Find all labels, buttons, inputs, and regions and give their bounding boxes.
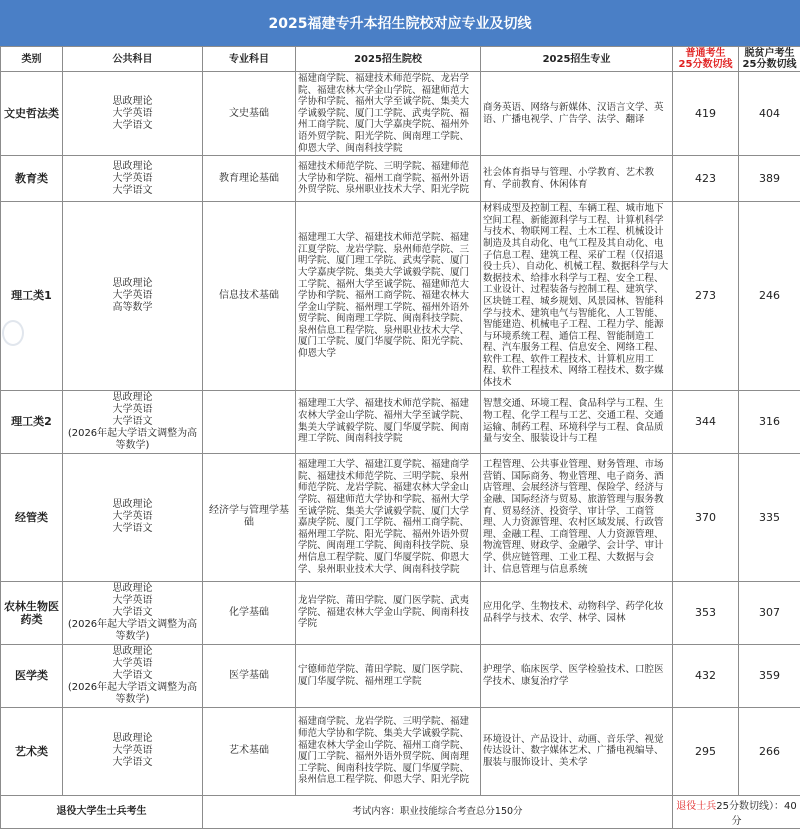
cut-poverty-cell: 404 bbox=[739, 72, 800, 156]
cut-regular-cell: 273 bbox=[673, 202, 739, 391]
cut-poverty-cell: 389 bbox=[739, 156, 800, 202]
header-cut-regular-line2: 25分数切线 bbox=[679, 59, 733, 70]
majors-cell: 护理学、临床医学、医学检验技术、口腔医学技术、康复治疗学 bbox=[481, 644, 673, 707]
public-subjects-cell: 思政理论 大学英语 大学语文 (2026年起大学语文调整为高等数学) bbox=[63, 581, 203, 644]
public-subjects-cell: 思政理论 大学英语 大学语文 bbox=[63, 156, 203, 202]
public-subjects-cell: 思政理论 大学英语 大学语文 (2026年起大学语文调整为高等数学) bbox=[63, 644, 203, 707]
footer-exam-content: 考试内容：职业技能综合考查总分150分 bbox=[203, 795, 673, 828]
major-subject-cell: 艺术基础 bbox=[203, 707, 296, 795]
header-cut-poverty bbox=[739, 47, 800, 72]
majors-cell: 应用化学、生物技术、动物科学、药学化妆品科学与技术、农学、林学、园林 bbox=[481, 581, 673, 644]
schools-cell: 福建理工大学、福建技术师范学院、福建江夏学院、龙岩学院、泉州师范学院、三明学院、厦门理工学院、武夷学院、厦门大学嘉庚学院、集美大学诚毅学院、厦门工学院、福州大学至诚学院、福建师范大学协和学院、福州工商学院、福建农林大学金山学院、福州理工学院、福州外语外贸学院、闽南理工学院、闽南科技学院、泉州信息工程学院、泉州职业技术大学、厦门工学院、厦门华厦学院、阳光学院、仰恩大学 bbox=[296, 202, 481, 391]
header-cut-regular-line1: 普通考生 bbox=[686, 48, 726, 59]
cut-poverty-cell: 335 bbox=[739, 453, 800, 581]
schools-cell: 福建理工大学、福建技术师范学院、福建农林大学金山学院、福州大学至诚学院、集美大学诚毅学院、厦门华厦学院、闽南理工学院、闽南科技学院 bbox=[296, 390, 481, 453]
table-row bbox=[1, 202, 800, 391]
header-schools: 2025招生院校 bbox=[296, 47, 481, 72]
major-subject-cell: 经济学与管理学基础 bbox=[203, 453, 296, 581]
major-subject-cell: 医学基础 bbox=[203, 644, 296, 707]
category-cell: 理工类1 bbox=[1, 202, 63, 391]
category-cell: 经管类 bbox=[1, 453, 63, 581]
veteran-cut-suffix: ）：40分 bbox=[732, 801, 797, 827]
category-cell: 文史哲法类 bbox=[1, 72, 63, 156]
table-row bbox=[1, 707, 800, 795]
table-row bbox=[1, 644, 800, 707]
majors-cell: 商务英语、网络与新媒体、汉语言文学、英语、广播电视学、广告学、法学、翻译 bbox=[481, 72, 673, 156]
cut-regular-cell: 353 bbox=[673, 581, 739, 644]
cut-regular-cell: 432 bbox=[673, 644, 739, 707]
footer-veteran-cut bbox=[673, 795, 800, 828]
table-row bbox=[1, 390, 800, 453]
veteran-cut-prefix: 退役士兵 bbox=[676, 801, 716, 812]
table-row bbox=[1, 156, 800, 202]
category-cell: 艺术类 bbox=[1, 707, 63, 795]
table-row bbox=[1, 453, 800, 581]
major-subject-cell: 信息技术基础 bbox=[203, 202, 296, 391]
header-category: 类别 bbox=[1, 47, 63, 72]
cut-regular-cell: 423 bbox=[673, 156, 739, 202]
public-subjects-cell: 思政理论 大学英语 大学语文 (2026年起大学语文调整为高等数学) bbox=[63, 390, 203, 453]
cut-poverty-cell: 316 bbox=[739, 390, 800, 453]
admissions-table bbox=[0, 46, 800, 829]
major-subject-cell bbox=[203, 390, 296, 453]
header-majors: 2025招生专业 bbox=[481, 47, 673, 72]
majors-cell: 社会体育指导与管理、小学教育、艺术教育、学前教育、休闲体育 bbox=[481, 156, 673, 202]
cut-regular-cell: 419 bbox=[673, 72, 739, 156]
page-title: 2025福建专升本招生院校对应专业及切线 bbox=[0, 0, 800, 46]
schools-cell: 福建技术师范学院、三明学院、福建师范大学协和学院、福州工商学院、福州外语外贸学院、泉州职业技术大学、阳光学院 bbox=[296, 156, 481, 202]
schools-cell: 福建商学院、龙岩学院、三明学院、福建师范大学协和学院、集美大学诚毅学院、福建农林大学金山学院、福州工商学院、厦门工学院、福州外语外贸学院、闽南理工学院、闽南科技学院、厦门华厦学院、泉州信息工程学院、仰恩大学、阳光学院 bbox=[296, 707, 481, 795]
cut-regular-cell: 344 bbox=[673, 390, 739, 453]
schools-cell: 福建商学院、福建技术师范学院、龙岩学院、福建农林大学金山学院、福建师范大学协和学院、福州大学至诚学院、集美大学诚毅学院、厦门工学院、武夷学院、福州工商学院、厦门大学嘉庚学院、福州外语外贸学院、阳光学院、闽南理工学院、仰恩大学、闽南科技学院 bbox=[296, 72, 481, 156]
cut-poverty-cell: 307 bbox=[739, 581, 800, 644]
footer-label: 退役大学生士兵考生 bbox=[1, 795, 203, 828]
public-subjects-cell: 思政理论 大学英语 大学语文 bbox=[63, 453, 203, 581]
header-major-subject: 专业科目 bbox=[203, 47, 296, 72]
majors-cell: 材料成型及控制工程、车辆工程、城市地下空间工程、新能源科学与工程、计算机科学与技术、物联网工程、土木工程、机械设计制造及其自动化、电气工程及其自动化、电子信息工程、建筑工程、采矿工程（仅招退役士兵）、自动化、机械工程、数据科学与大数据技术、给排水科学与工程、安全工程、工业设计、过程装备与控制工程、建筑学、区块链工程、城乡规划、风景园林、智能科学与技术、建筑电气与智能化、人工智能、智能建造、机械电子工程、工程力学、能源与环境系统工程、通信工程、智能制造工程、汽车服务工程、信息安全、网络工程、软件工程、软件工程技术、计算机应用工程、软件工程技术、网络工程技术、数字媒体技术 bbox=[481, 202, 673, 391]
cut-regular-cell: 295 bbox=[673, 707, 739, 795]
table-row bbox=[1, 581, 800, 644]
schools-cell: 宁德师范学院、莆田学院、厦门医学院、厦门华厦学院、福州理工学院 bbox=[296, 644, 481, 707]
schools-cell: 龙岩学院、莆田学院、厦门医学院、武夷学院、福建农林大学金山学院、闽南科技学院 bbox=[296, 581, 481, 644]
header-cut-poverty-line2: 25分数切线 bbox=[743, 59, 797, 70]
header-cut-regular bbox=[673, 47, 739, 72]
cut-regular-cell: 370 bbox=[673, 453, 739, 581]
majors-cell: 工程管理、公共事业管理、财务管理、市场营销、国际商务、物业管理、电子商务、酒店管理、会展经济与管理、保险学、经济与金融、国际经济与贸易、旅游管理与服务教育、贸易经济、投资学、审计学、工商管理、人力资源管理、农村区域发展、行政管理、金融工程、工商管理、人力资源管理、物流管理、财政学、金融学、会计学、审计学、供应链管理、工业工程、大数据与会计、信息管理与信息系统 bbox=[481, 453, 673, 581]
veteran-cut-highlight: 25分数切线 bbox=[716, 801, 769, 812]
footer-row bbox=[1, 795, 800, 828]
major-subject-cell: 教育理论基础 bbox=[203, 156, 296, 202]
majors-cell: 智慧交通、环境工程、食品科学与工程、生物工程、化学工程与工艺、交通工程、交通运输、制药工程、环境科学与工程、食品质量与安全、服装设计与工程 bbox=[481, 390, 673, 453]
watermark-logo bbox=[2, 320, 24, 346]
major-subject-cell: 文史基础 bbox=[203, 72, 296, 156]
category-cell: 理工类2 bbox=[1, 390, 63, 453]
category-cell: 农林生物医药类 bbox=[1, 581, 63, 644]
cut-poverty-cell: 359 bbox=[739, 644, 800, 707]
category-cell: 医学类 bbox=[1, 644, 63, 707]
public-subjects-cell: 思政理论 大学英语 大学语文 bbox=[63, 707, 203, 795]
category-cell: 教育类 bbox=[1, 156, 63, 202]
cut-poverty-cell: 266 bbox=[739, 707, 800, 795]
major-subject-cell: 化学基础 bbox=[203, 581, 296, 644]
schools-cell: 福建理工大学、福建江夏学院、福建商学院、福建技术师范学院、三明学院、泉州师范学院、龙岩学院、福建农林大学金山学院、福建师范大学协和学院、福州大学至诚学院、集美大学诚毅学院、厦门大学嘉庚学院、厦门工学院、福州工商学院、福州理工学院、阳光学院、福州外语外贸学院、闽南理工学院、闽南科技学院、泉州信息工程学院、厦门华厦学院、仰恩大学、泉州职业技术大学、闽南科技学院 bbox=[296, 453, 481, 581]
cut-poverty-cell: 246 bbox=[739, 202, 800, 391]
header-cut-poverty-line1: 脱贫户考生 bbox=[745, 48, 795, 59]
header-public-subjects: 公共科目 bbox=[63, 47, 203, 72]
table-row bbox=[1, 72, 800, 156]
public-subjects-cell: 思政理论 大学英语 高等数学 bbox=[63, 202, 203, 391]
public-subjects-cell: 思政理论 大学英语 大学语文 bbox=[63, 72, 203, 156]
majors-cell: 环境设计、产品设计、动画、音乐学、视觉传达设计、数字媒体艺术、广播电视编导、服装与服饰设计、美术学 bbox=[481, 707, 673, 795]
header-row bbox=[1, 47, 800, 72]
